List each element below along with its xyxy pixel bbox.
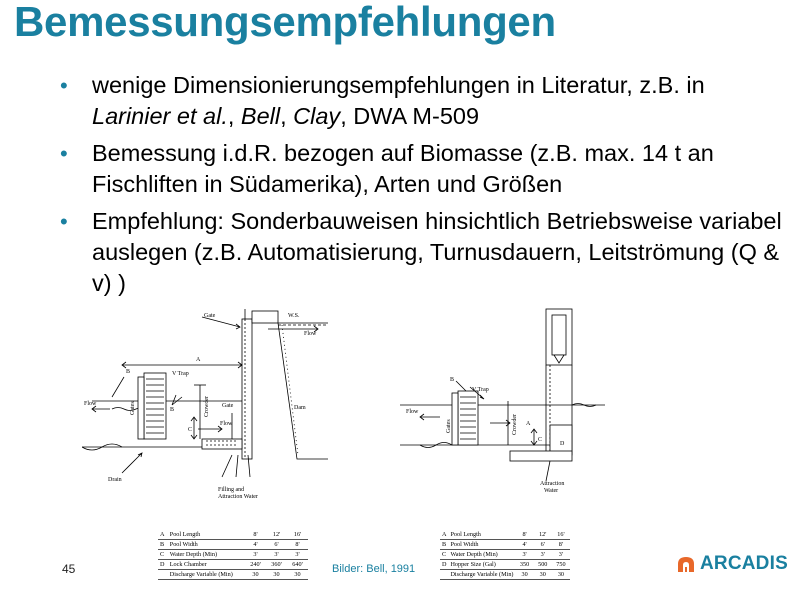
bullet-dot-icon: • <box>60 141 68 166</box>
table-cell <box>158 570 168 580</box>
table-cell: 30 <box>266 570 287 580</box>
fish-hopper-section-drawing <box>400 305 605 502</box>
label-attraction-water: Attraction Water <box>218 494 258 500</box>
table-cell: C <box>440 550 448 560</box>
bullet-text: Bemessung i.d.R. bezogen auf Biomasse (z.B. max. 14 t an Fischliften in Südamerika), Arten und Größen <box>92 140 714 197</box>
label-dam: Dam <box>294 405 306 411</box>
table-cell: 30 <box>515 570 533 580</box>
table-cell: 30 <box>534 570 552 580</box>
table-row <box>440 540 570 550</box>
table-cell: 12' <box>534 530 552 540</box>
bullet-text: wenige Dimensionierungsempfehlungen in Literatur, z.B. in <box>92 72 705 98</box>
table-cell: 4' <box>245 540 266 550</box>
label-dim-a: A <box>196 357 201 363</box>
table-row <box>158 560 308 570</box>
ref-bell: Bell <box>240 103 281 129</box>
label-crowder: Crowder <box>204 396 210 417</box>
table-cell: 3' <box>245 550 266 560</box>
table-cell: 240' <box>245 560 266 570</box>
fish-lift-section-drawing <box>82 305 328 517</box>
table-row <box>158 530 308 540</box>
table-cell: A <box>158 530 168 540</box>
bullet-dot-icon: • <box>60 209 68 234</box>
table-row <box>440 550 570 560</box>
label-v-trap: V Trap <box>472 387 489 393</box>
label-gates: Gates <box>130 401 136 415</box>
table-cell: 8' <box>245 530 266 540</box>
table-cell: Pool Length <box>448 530 515 540</box>
table-cell: 30 <box>245 570 266 580</box>
page-number: 45 <box>62 562 76 576</box>
table-row <box>440 570 570 580</box>
label-drain: Drain <box>108 477 122 483</box>
label-gate-mid: Gate <box>222 403 234 409</box>
table-cell: 30 <box>287 570 308 580</box>
table-cell: 3' <box>552 550 570 560</box>
table-cell: 3' <box>287 550 308 560</box>
table-cell: C <box>158 550 168 560</box>
table-cell: Water Depth (Min) <box>168 550 245 560</box>
table-cell: 3' <box>266 550 287 560</box>
slide-title: Bemessungsempfehlungen <box>14 0 556 45</box>
label-gate-top: Gate <box>204 313 216 319</box>
bullet-sep: , <box>227 103 241 129</box>
table-row <box>440 560 570 570</box>
table-cell: 30 <box>552 570 570 580</box>
label-dim-b2: B <box>170 407 175 413</box>
table-cell: D <box>158 560 168 570</box>
table-row <box>158 570 308 580</box>
table-cell: 12' <box>266 530 287 540</box>
label-dim-b: B <box>450 377 455 383</box>
dimension-table-right <box>440 530 570 580</box>
table-cell: B <box>440 540 448 550</box>
label-dim-c: C <box>538 437 543 443</box>
image-caption: Bilder: Bell, 1991 <box>332 563 416 575</box>
table-row <box>158 540 308 550</box>
label-filling: Filling and <box>218 487 245 493</box>
label-dim-a: A <box>526 421 531 427</box>
label-gates: Gates <box>446 419 452 433</box>
label-attraction: Attraction <box>540 481 565 487</box>
table-cell: D <box>442 561 447 568</box>
label-v-trap: V Trap <box>172 371 189 377</box>
arcadis-logo-icon <box>676 554 696 574</box>
label-dim-b: B <box>126 369 131 375</box>
bullet-text: , DWA M-509 <box>340 103 480 129</box>
bullet-text: Empfehlung: Sonderbauweisen hinsichtlich Betriebsweise variabel auslegen (z.B. Automatisierung, Turnusdauern, Leitströmung (Q & v) ) <box>92 208 782 296</box>
table-cell: 360' <box>266 560 287 570</box>
table-cell: B <box>158 540 168 550</box>
bullet-item-biomass <box>60 138 782 200</box>
table-cell: 4' <box>515 540 533 550</box>
table-cell: 16' <box>287 530 308 540</box>
table-cell: Water Depth (Min) <box>448 550 515 560</box>
table-row <box>440 530 570 540</box>
table-cell: 3' <box>515 550 533 560</box>
label-flow-mid: Flow <box>220 421 233 427</box>
label-dim-c: C <box>188 427 193 433</box>
table-cell: 8' <box>552 540 570 550</box>
ref-larinier: Larinier et al. <box>92 103 228 129</box>
table-cell <box>440 570 448 580</box>
dimension-table-left <box>158 530 308 580</box>
table-cell: 350 <box>515 560 533 570</box>
bullet-item-literature <box>60 70 782 132</box>
table-cell: A <box>442 531 447 538</box>
table-cell: 500 <box>534 560 552 570</box>
table-cell: 6' <box>534 540 552 550</box>
table-cell: 3' <box>534 550 552 560</box>
arcadis-logo <box>676 553 788 575</box>
table-cell: Pool Width <box>168 540 245 550</box>
table-cell: Pool Length <box>168 530 245 540</box>
bullet-list <box>60 70 782 305</box>
label-crowder: Crowder <box>512 414 518 435</box>
label-dim-d: D <box>560 441 565 447</box>
label-flow-top: Flow <box>304 331 317 337</box>
table-cell: 640' <box>287 560 308 570</box>
label-flow-left: Flow <box>84 401 97 407</box>
bullet-sep: , <box>280 103 294 129</box>
table-cell: 8' <box>515 530 533 540</box>
logo-text: ARCADIS <box>700 553 788 574</box>
bullet-item-recommendation <box>60 206 782 299</box>
table-row <box>158 550 308 560</box>
table-cell: Discharge Variable (Min) <box>450 571 514 578</box>
ref-clay: Clay <box>293 103 341 129</box>
table-cell: Discharge Variable (Min) <box>168 570 245 580</box>
label-flow: Flow <box>406 409 419 415</box>
bullet-dot-icon: • <box>60 73 68 98</box>
table-cell: Lock Chamber <box>168 560 245 570</box>
label-water: Water <box>544 488 559 494</box>
table-cell: 16' <box>552 530 570 540</box>
table-cell: 8' <box>287 540 308 550</box>
table-cell: Pool Width <box>448 540 515 550</box>
label-ws: W.S. <box>288 313 300 319</box>
table-cell: 6' <box>266 540 287 550</box>
table-cell: Hopper Size (Gal) <box>448 560 515 570</box>
table-cell: 750 <box>552 560 570 570</box>
